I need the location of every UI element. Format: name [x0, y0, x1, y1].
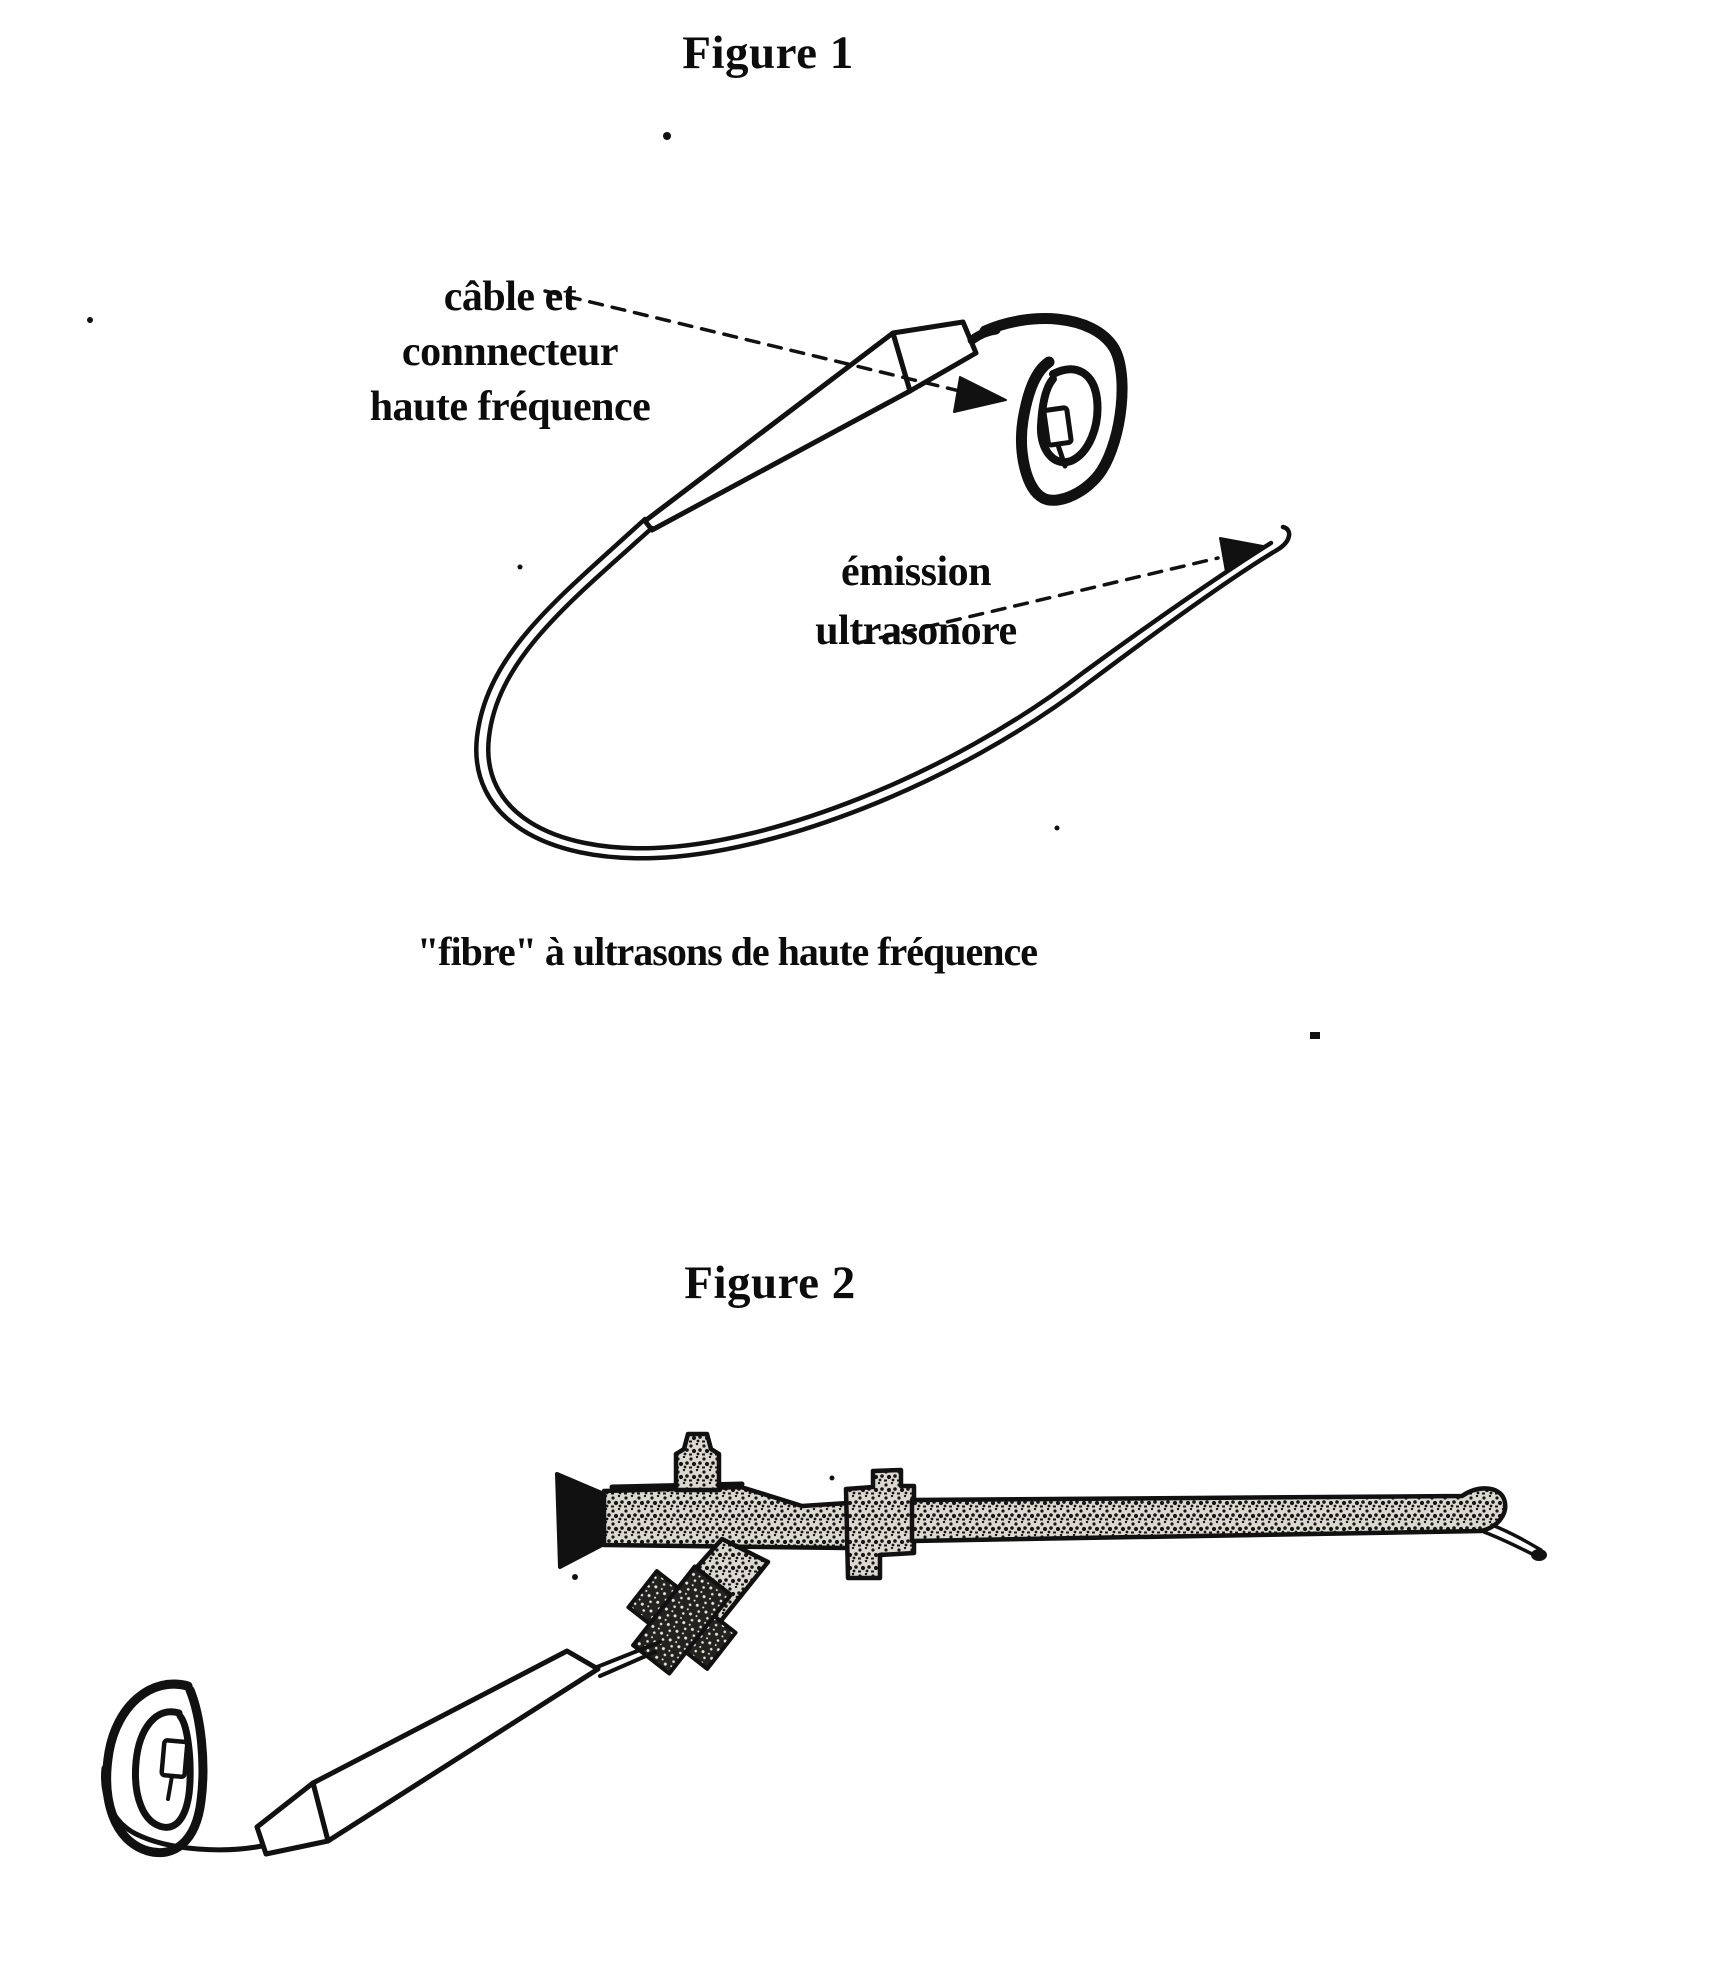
port-block — [846, 1470, 914, 1578]
us-fiber-handle — [257, 1651, 598, 1854]
figure1-emission-label: émission ultrasonore — [815, 549, 1017, 654]
eyepiece-funnel — [557, 1474, 604, 1567]
hf-connector-plug-2 — [161, 1740, 187, 1777]
scan-specks-fig1 — [87, 132, 1320, 1039]
connector-coil — [972, 319, 1122, 501]
endoscope-tube — [912, 1488, 1547, 1561]
hf-connector-plug — [1044, 407, 1072, 445]
cable-arrowhead-icon — [954, 377, 1006, 412]
figure2-title: Figure 2 — [684, 1257, 856, 1309]
figure2-drawing — [104, 1434, 1547, 1854]
figure1-title: Figure 1 — [682, 27, 854, 79]
connector-coil-2 — [107, 1684, 203, 1853]
figure1-caption: "fibre" à ultrasons de haute fréquence — [416, 929, 1038, 974]
figure1-cable-label: câble et connnecteur haute fréquence — [369, 274, 651, 430]
figure1-drawing — [87, 132, 1320, 1039]
stopcock-valve — [676, 1434, 719, 1490]
emission-arrowhead-icon — [1220, 538, 1263, 572]
